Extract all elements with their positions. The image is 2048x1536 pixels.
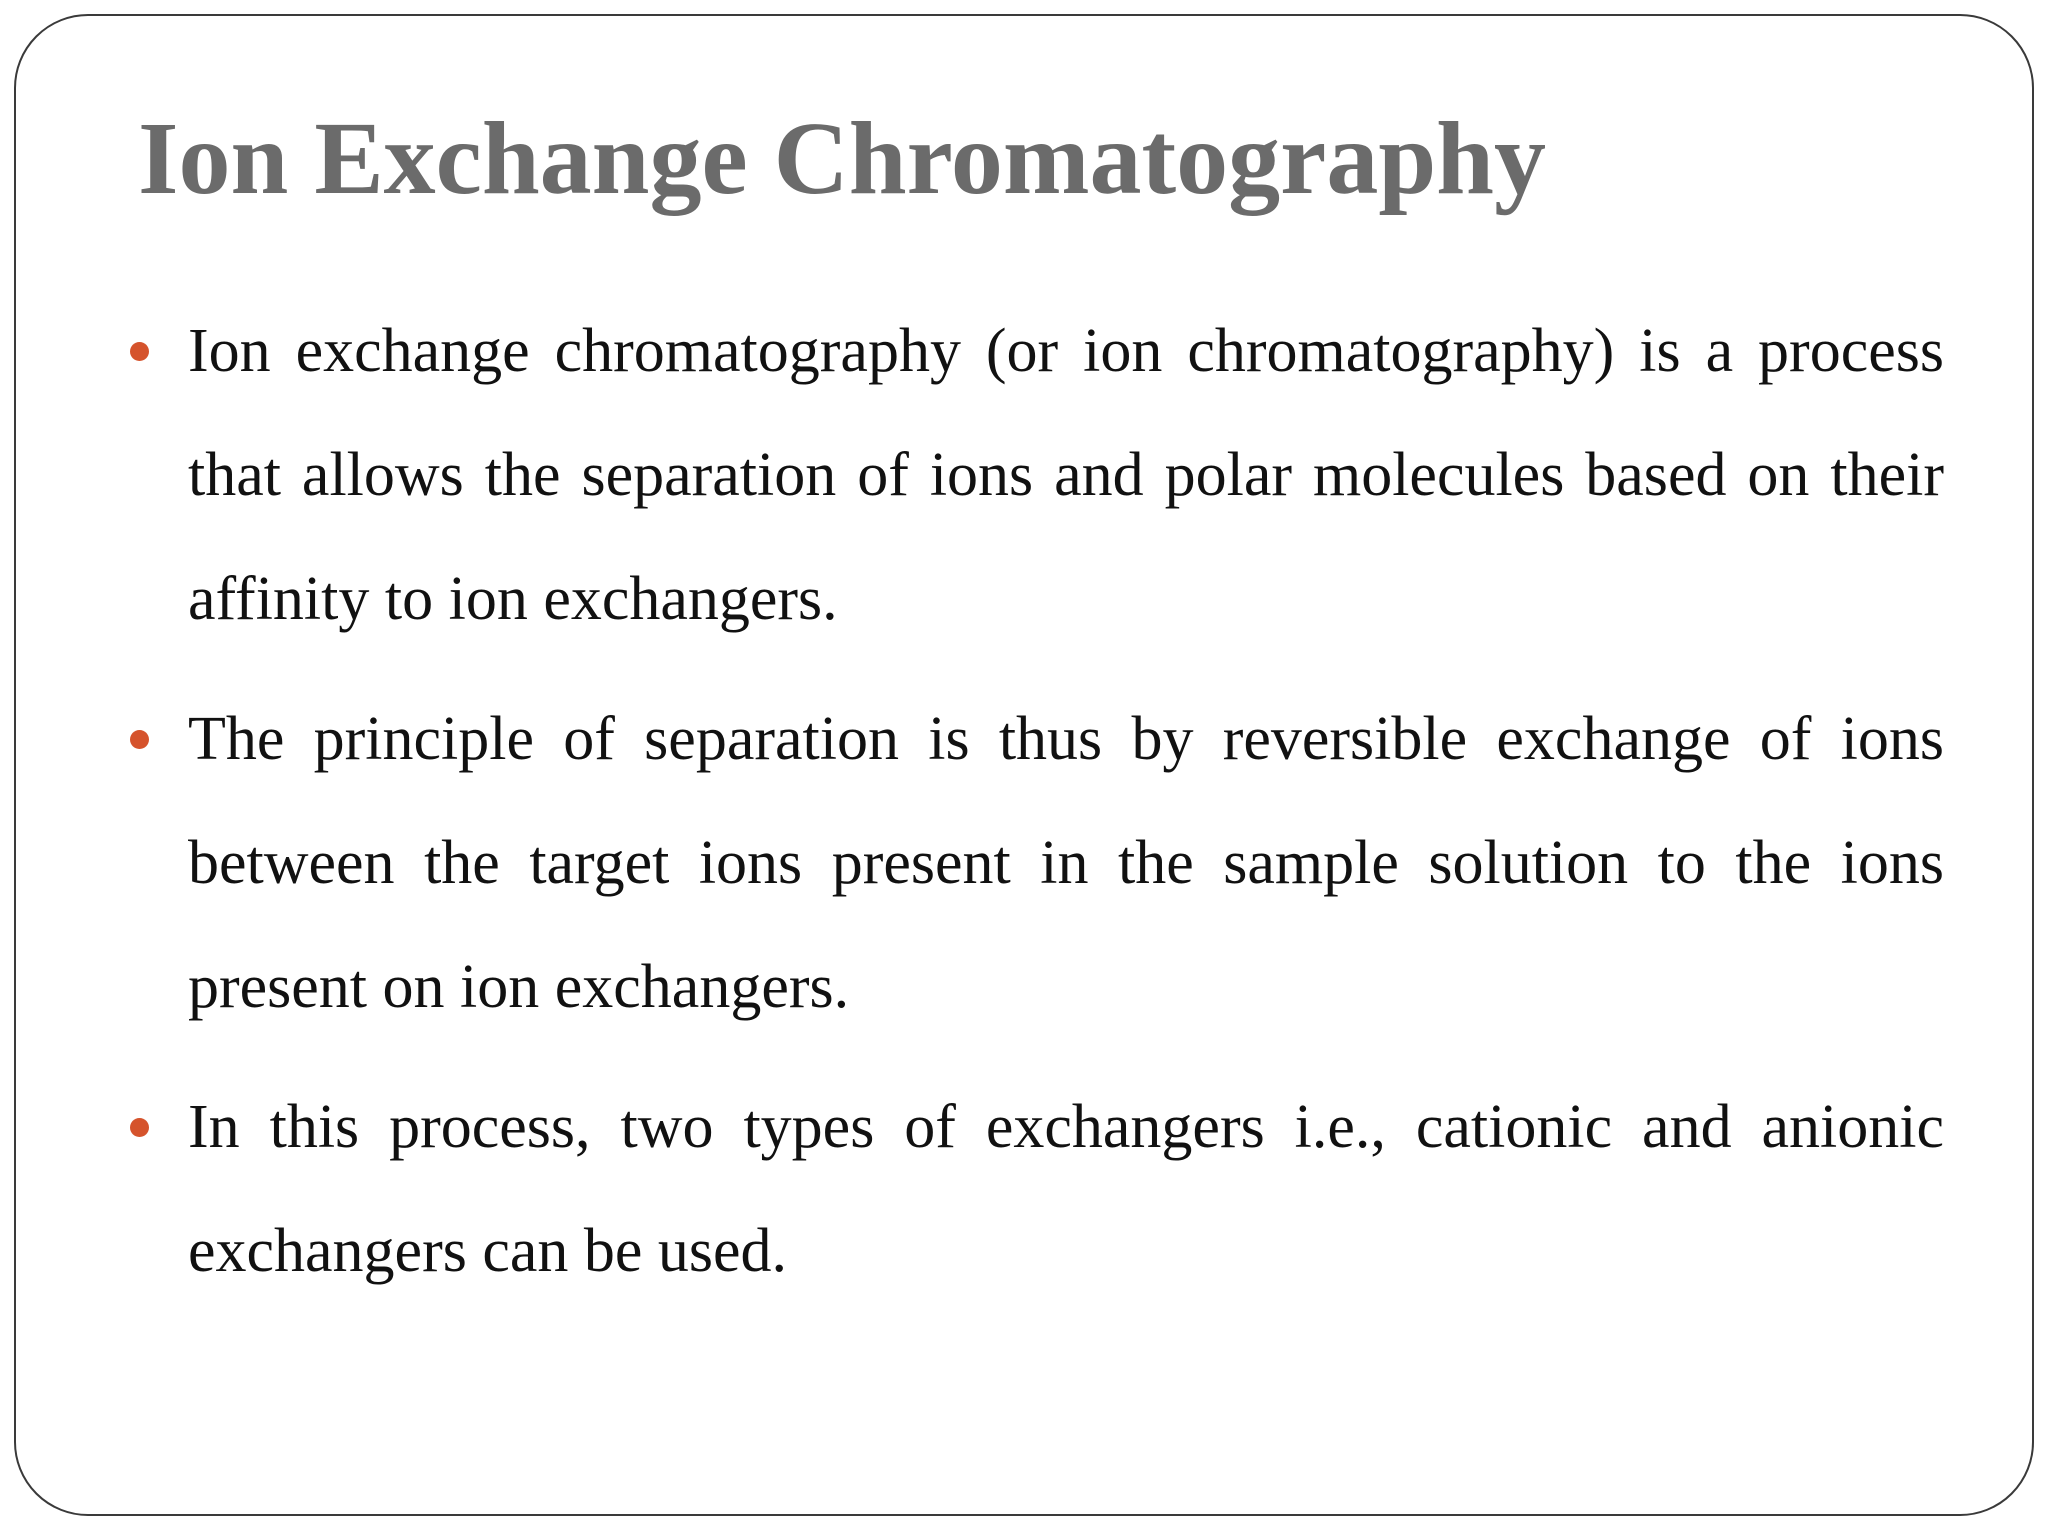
bullet-item — [120, 1065, 1944, 1313]
slide-title: Ion Exchange Chromatography — [138, 101, 1547, 216]
bullet-item — [120, 289, 1944, 661]
bullet-text: The principle of separation is thus by reversible exchange of ions between the target ions present in the sample solution to the ions present on ion exchangers. — [188, 705, 1944, 1021]
bullet-text: In this process, two types of exchangers i.e., cationic and anionic exchangers can be used. — [188, 1093, 1944, 1285]
bullet-dot-icon — [130, 1118, 149, 1137]
slide-frame — [14, 14, 2034, 1516]
bullet-dot-icon — [130, 730, 149, 749]
bullet-item — [120, 677, 1944, 1049]
bullet-dot-icon — [130, 342, 149, 361]
bullet-list — [120, 289, 1944, 1329]
bullet-text: Ion exchange chromatography (or ion chromatography) is a process that allows the separation of ions and polar molecules based on their affinity to ion exchangers. — [188, 317, 1944, 633]
